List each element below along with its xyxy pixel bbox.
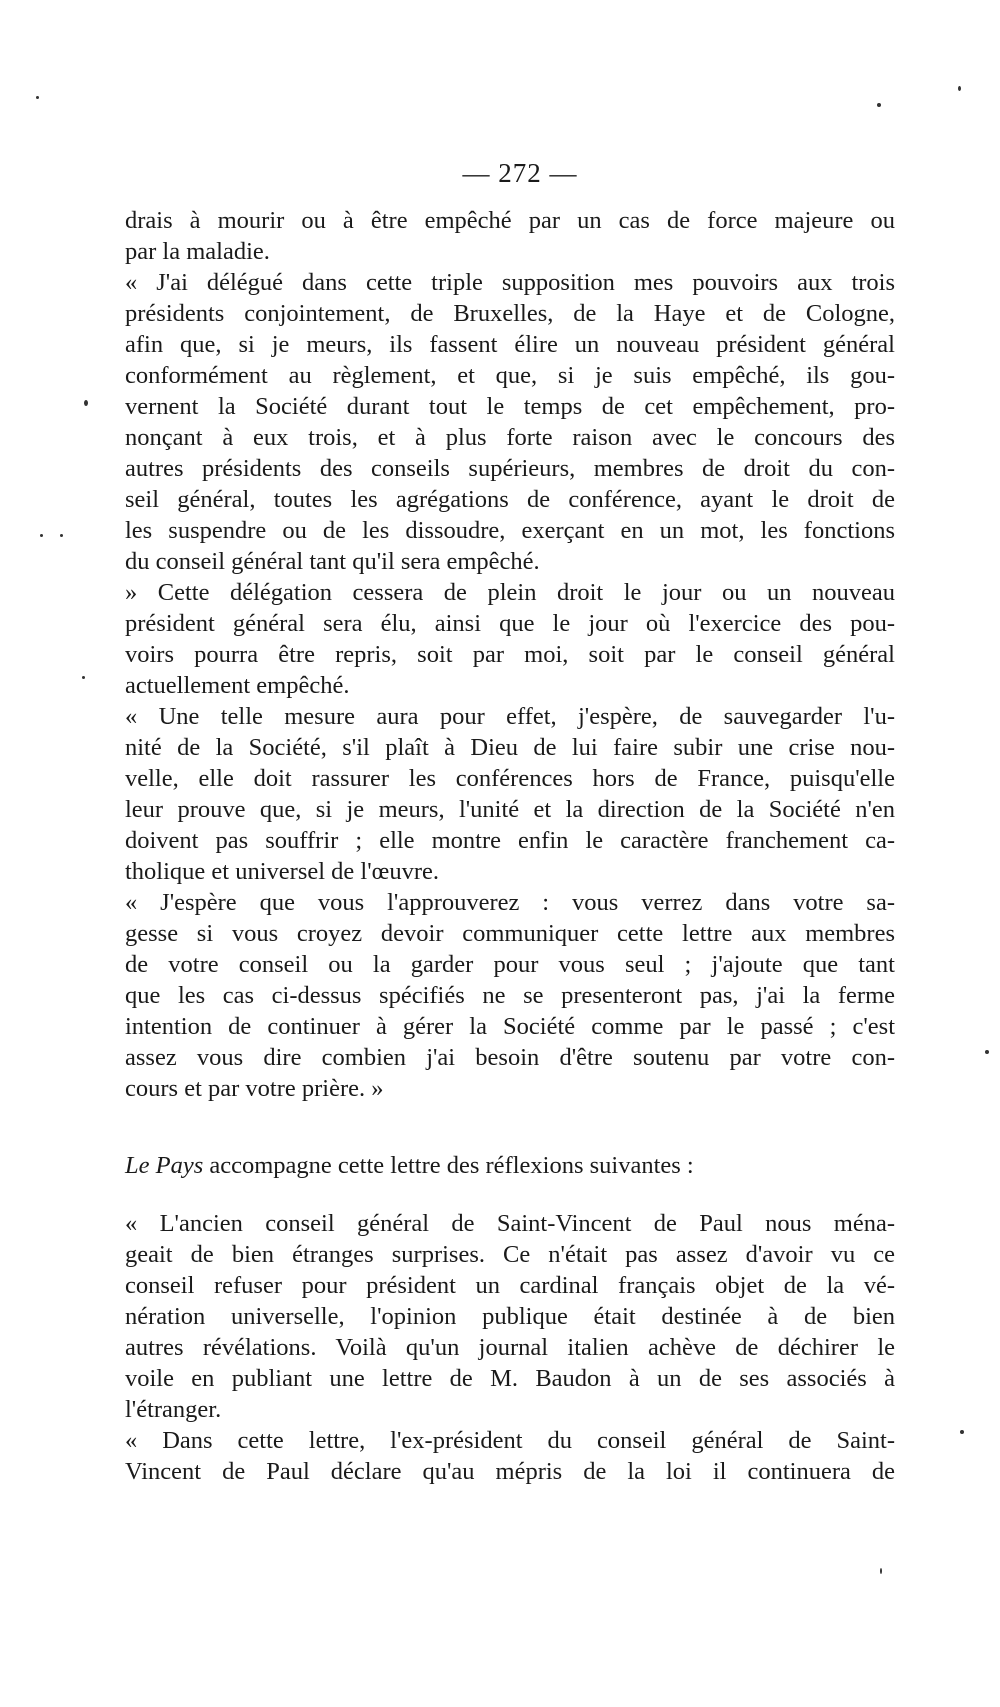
text-line: gesse si vous croyez devoir communiquer cette lettre aux membres bbox=[125, 920, 895, 947]
text-line: que les cas ci-dessus spécifiés ne se presenteront pas, j'ai la ferme bbox=[125, 982, 895, 1009]
text-line: « L'ancien conseil général de Saint-Vincent de Paul nous ména- bbox=[125, 1210, 895, 1237]
body-text bbox=[125, 205, 895, 1487]
newspaper-title: Le Pays bbox=[125, 1152, 204, 1179]
text-line: conformément au règlement, et que, si je suis empêché, ils gou- bbox=[125, 362, 895, 389]
text-line: assez vous dire combien j'ai besoin d'être soutenu par votre con- bbox=[125, 1044, 895, 1071]
page-number: — 272 — bbox=[462, 158, 578, 188]
text-line: geait de bien étranges surprises. Ce n'était pas assez d'avoir vu ce bbox=[125, 1241, 895, 1268]
scan-speck bbox=[40, 534, 43, 537]
text-line: doivent pas souffrir ; elle montre enfin le caractère franchement ca- bbox=[125, 827, 895, 854]
text-line: autres révélations. Voilà qu'un journal italien achève de déchirer le bbox=[125, 1334, 895, 1361]
text-line: tholique et universel de l'œuvre. bbox=[125, 858, 439, 885]
text-line: » Cette délégation cessera de plein droit le jour ou un nouveau bbox=[125, 579, 895, 606]
scan-speck bbox=[958, 86, 961, 91]
scan-speck bbox=[84, 400, 88, 406]
scan-speck bbox=[877, 103, 881, 107]
text-line: conseil refuser pour président un cardinal français objet de la vé- bbox=[125, 1272, 895, 1299]
text-line: leur prouve que, si je meurs, l'unité et la direction de la Société n'en bbox=[125, 796, 895, 823]
text-line: intention de continuer à gérer la Société comme par le passé ; c'est bbox=[125, 1013, 895, 1040]
text-line: voile en publiant une lettre de M. Baudon à un de ses associés à bbox=[125, 1365, 895, 1392]
scan-speck bbox=[36, 96, 39, 99]
text-line: « J'ai délégué dans cette triple supposition mes pouvoirs aux trois bbox=[125, 269, 895, 296]
text-line: « Dans cette lettre, l'ex-président du conseil général de Saint- bbox=[125, 1427, 895, 1454]
text-line: président général sera élu, ainsi que le jour où l'exercice des pou- bbox=[125, 610, 895, 637]
scan-speck bbox=[60, 534, 63, 537]
text-line: nonçant à eux trois, et à plus forte raison avec le concours des bbox=[125, 424, 895, 451]
scan-speck bbox=[960, 1430, 964, 1434]
text-line: de votre conseil ou la garder pour vous seul ; j'ajoute que tant bbox=[125, 951, 895, 978]
text-line: velle, elle doit rassurer les conférences hors de France, puisqu'elle bbox=[125, 765, 895, 792]
text-line: vernent la Société durant tout le temps de cet empêchement, pro- bbox=[125, 393, 895, 420]
text-line: les suspendre ou de les dissoudre, exerçant en un mot, les fonctions bbox=[125, 517, 895, 544]
text-line: nération universelle, l'opinion publique était destinée à de bien bbox=[125, 1303, 895, 1330]
intro-line bbox=[125, 1150, 895, 1181]
text-line: « Une telle mesure aura pour effet, j'espère, de sauvegarder l'u- bbox=[125, 703, 895, 730]
intro-text: accompagne cette lettre des réflexions suivantes : bbox=[203, 1152, 694, 1179]
scan-speck bbox=[985, 1050, 989, 1054]
text-line: afin que, si je meurs, ils fassent élire un nouveau président général bbox=[125, 331, 895, 358]
text-line: drais à mourir ou à être empêché par un cas de force majeure ou bbox=[125, 207, 895, 234]
text-line: Vincent de Paul déclare qu'au mépris de la loi il continuera de bbox=[125, 1458, 895, 1485]
text-line: seil général, toutes les agrégations de conférence, ayant le droit de bbox=[125, 486, 895, 513]
scan-speck bbox=[82, 676, 85, 679]
text-line: autres présidents des conseils supérieurs, membres de droit du con- bbox=[125, 455, 895, 482]
text-line: actuellement empêché. bbox=[125, 672, 350, 699]
text-line: « J'espère que vous l'approuverez : vous verrez dans votre sa- bbox=[125, 889, 895, 916]
text-line: par la maladie. bbox=[125, 238, 270, 265]
text-line: du conseil général tant qu'il sera empêché. bbox=[125, 548, 540, 575]
text-line: cours et par votre prière. » bbox=[125, 1075, 384, 1102]
text-line: nité de la Société, s'il plaît à Dieu de lui faire subir une crise nou- bbox=[125, 734, 895, 761]
scan-speck bbox=[880, 1568, 882, 1574]
text-line: voirs pourra être repris, soit par moi, soit par le conseil général bbox=[125, 641, 895, 668]
text-line: présidents conjointement, de Bruxelles, de la Haye et de Cologne, bbox=[125, 300, 895, 327]
text-line: l'étranger. bbox=[125, 1396, 222, 1423]
